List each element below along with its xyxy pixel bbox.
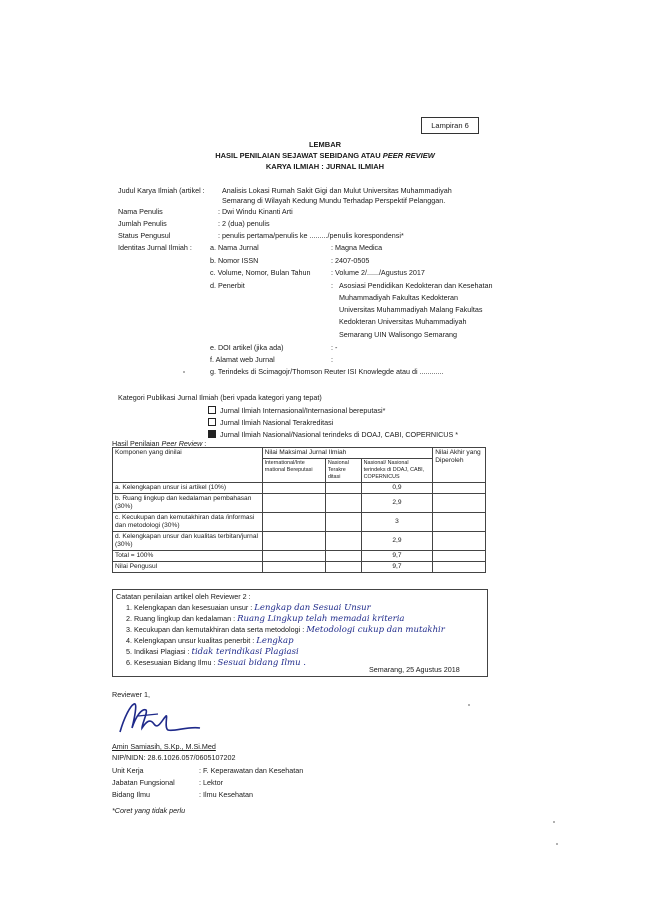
checkbox-filled-icon bbox=[208, 430, 216, 438]
score-table bbox=[112, 447, 486, 573]
hasil-label: Hasil Penilaian Peer Review : bbox=[112, 439, 207, 448]
table-row bbox=[113, 494, 486, 513]
unit-value: : F. Keperawatan dan Kesehatan bbox=[199, 766, 304, 775]
signature bbox=[112, 698, 212, 740]
issn-label: b. Nomor ISSN bbox=[210, 256, 259, 265]
catatan-item-6: 6. Kesesuaian Bidang Ilmu : Sesuai bidang Ilmu . bbox=[126, 658, 306, 668]
row-value: 3 bbox=[361, 513, 433, 532]
date: Semarang, 25 Agustus 2018 bbox=[369, 665, 460, 674]
catatan-title: Catatan penilaian artikel oleh Reviewer 2 : bbox=[116, 592, 251, 601]
row-value: 2,9 bbox=[361, 532, 433, 551]
lampiran-label: Lampiran 6 bbox=[421, 117, 479, 134]
row-value: 2,9 bbox=[361, 494, 433, 513]
nama-jurnal-value: : Magna Medica bbox=[331, 243, 383, 252]
catatan-item-3: 3. Kecukupan dan kemutakhiran data serta metodologi : Metodologi cukup dan mutakhir bbox=[126, 625, 445, 635]
nama-jurnal-label: a. Nama Jurnal bbox=[210, 243, 259, 252]
row-value: 9,7 bbox=[361, 551, 433, 562]
terindeks-label: g. Terindeks di Scimagojr/Thomson Reuter ISI Knowlegde atau di ............ bbox=[210, 367, 444, 376]
header-terindeks: Nasional/ Nasional terindeks di DOAJ, CABI, COPERNICUS bbox=[361, 459, 433, 483]
jumlah-label: Jumlah Penulis bbox=[118, 219, 167, 228]
unit-label: Unit Kerja bbox=[112, 766, 144, 775]
reviewer-nip: NIP/NIDN: 28.6.1026.057/0605107202 bbox=[112, 753, 236, 762]
web-label: f. Alamat web Jurnal bbox=[210, 355, 275, 364]
table-row bbox=[113, 483, 486, 494]
scan-speck bbox=[556, 843, 558, 845]
catatan-item-2: 2. Ruang lingkup dan kedalaman : Ruang Lingkup telah memadai kriteria bbox=[126, 614, 405, 624]
nama-value: : Dwi Windu Kinanti Arti bbox=[218, 207, 293, 216]
reviewer-heading: Reviewer 1, bbox=[112, 690, 150, 699]
scan-speck bbox=[553, 821, 555, 823]
title-line-1: LEMBAR bbox=[308, 140, 342, 149]
catatan-item-1: 1. Kelengkapan dan kesesuaian unsur : Lengkap dan Sesuai Unsur bbox=[126, 603, 371, 613]
volume-label: c. Volume, Nomor, Bulan Tahun bbox=[210, 268, 311, 277]
judul-value-2: Semarang di Wilayah Kedung Mundu Terhadap Perspektif Pelanggan. bbox=[222, 196, 446, 205]
row-value: 0,9 bbox=[361, 483, 433, 494]
title-line-2: HASIL PENILAIAN SEJAWAT SEBIDANG ATAU PEER REVIEW bbox=[215, 151, 435, 160]
status-label: Status Pengusul bbox=[118, 231, 171, 240]
bidang-value: : Ilmu Kesehatan bbox=[199, 790, 253, 799]
header-komponen: Komponen yang dinilai bbox=[113, 448, 263, 483]
header-nilai-maks: Nilai Maksimal Jurnal Ilmiah bbox=[262, 448, 433, 459]
kategori-option-2: Jurnal Ilmiah Nasional Terakreditasi bbox=[208, 418, 333, 427]
row-label: Nilai Pengusul bbox=[113, 562, 263, 573]
kategori-option-3: Jurnal Ilmiah Nasional/Nasional terindeks di DOAJ, CABI, COPERNICUS * bbox=[208, 430, 458, 439]
row-label: c. Kecukupan dan kemutakhiran data /informasi dan metodologi (30%) bbox=[113, 513, 263, 532]
jumlah-value: : 2 (dua) penulis bbox=[218, 219, 270, 228]
nama-label: Nama Penulis bbox=[118, 207, 163, 216]
row-value: 9,7 bbox=[361, 562, 433, 573]
issn-value: : 2407-0505 bbox=[331, 256, 370, 265]
bidang-label: Bidang Ilmu bbox=[112, 790, 150, 799]
jabatan-label: Jabatan Fungsional bbox=[112, 778, 175, 787]
footnote: *Coret yang tidak perlu bbox=[112, 806, 186, 815]
doi-value: : - bbox=[331, 343, 338, 352]
row-label: d. Kelengkapan unsur dan kualitas terbitan/jurnal (30%) bbox=[113, 532, 263, 551]
header-nilai-akhir: Nilai Akhir yang Diperoleh bbox=[433, 448, 486, 483]
penerbit-value-1: Asosiasi Pendidikan Kedokteran dan Kesehatan bbox=[339, 281, 493, 290]
volume-value: : Volume 2/....../Agustus 2017 bbox=[331, 268, 425, 277]
web-value: : bbox=[331, 355, 333, 364]
penerbit-value-4: Kedokteran Universitas Muhammadiyah bbox=[339, 317, 467, 326]
kategori-intro: Kategori Publikasi Jurnal Ilmiah (beri vpada kategori yang tepat) bbox=[118, 393, 322, 402]
checkbox-empty-icon bbox=[208, 418, 216, 426]
catatan-item-4: 4. Kelengkapan unsur kualitas penerbit : Lengkap bbox=[126, 636, 294, 646]
penerbit-value-5: Semarang UIN Walisongo Semarang bbox=[339, 330, 457, 339]
row-label: b. Ruang lingkup dan kedalaman pembahasan (30%) bbox=[113, 494, 263, 513]
penerbit-colon: : bbox=[331, 281, 333, 290]
table-row bbox=[113, 562, 486, 573]
judul-value-1: Analisis Lokasi Rumah Sakit Gigi dan Mulut Universitas Muhammadiyah bbox=[222, 186, 452, 195]
scan-speck bbox=[468, 704, 470, 706]
kategori-option-1: Jurnal Ilmiah Internasional/Internasional bereputasi* bbox=[208, 406, 385, 415]
table-row bbox=[113, 551, 486, 562]
title-line-3: KARYA ILMIAH : JURNAL ILMIAH bbox=[265, 162, 385, 171]
reviewer-name: Amin Samiasih, S.Kp., M.Si.Med bbox=[112, 742, 216, 751]
checkbox-empty-icon bbox=[208, 406, 216, 414]
scan-speck bbox=[183, 371, 185, 373]
doi-label: e. DOI artikel (jika ada) bbox=[210, 343, 284, 352]
penerbit-label: d. Penerbit bbox=[210, 281, 245, 290]
row-label: Total = 100% bbox=[113, 551, 263, 562]
judul-label: Judul Karya Ilmiah (artikel : bbox=[118, 186, 205, 195]
table-row bbox=[113, 513, 486, 532]
header-internasional: International/Inte rnational Bereputasi bbox=[262, 459, 325, 483]
row-label: a. Kelengkapan unsur isi artikel (10%) bbox=[113, 483, 263, 494]
identitas-label: Identitas Jurnal Ilmiah : bbox=[118, 243, 192, 252]
penerbit-value-2: Muhammadiyah Fakultas Kedokteran bbox=[339, 293, 459, 302]
jabatan-value: : Lektor bbox=[199, 778, 223, 787]
status-value: : penulis pertama/penulis ke ........./penulis korespondensi* bbox=[218, 231, 404, 240]
header-nasional: Nasional Terakre ditasi bbox=[325, 459, 361, 483]
table-row bbox=[113, 532, 486, 551]
penerbit-value-3: Universitas Muhammadiyah Malang Fakultas bbox=[339, 305, 483, 314]
catatan-item-5: 5. Indikasi Plagiasi : tidak terindikasi Plagiasi bbox=[126, 647, 299, 657]
